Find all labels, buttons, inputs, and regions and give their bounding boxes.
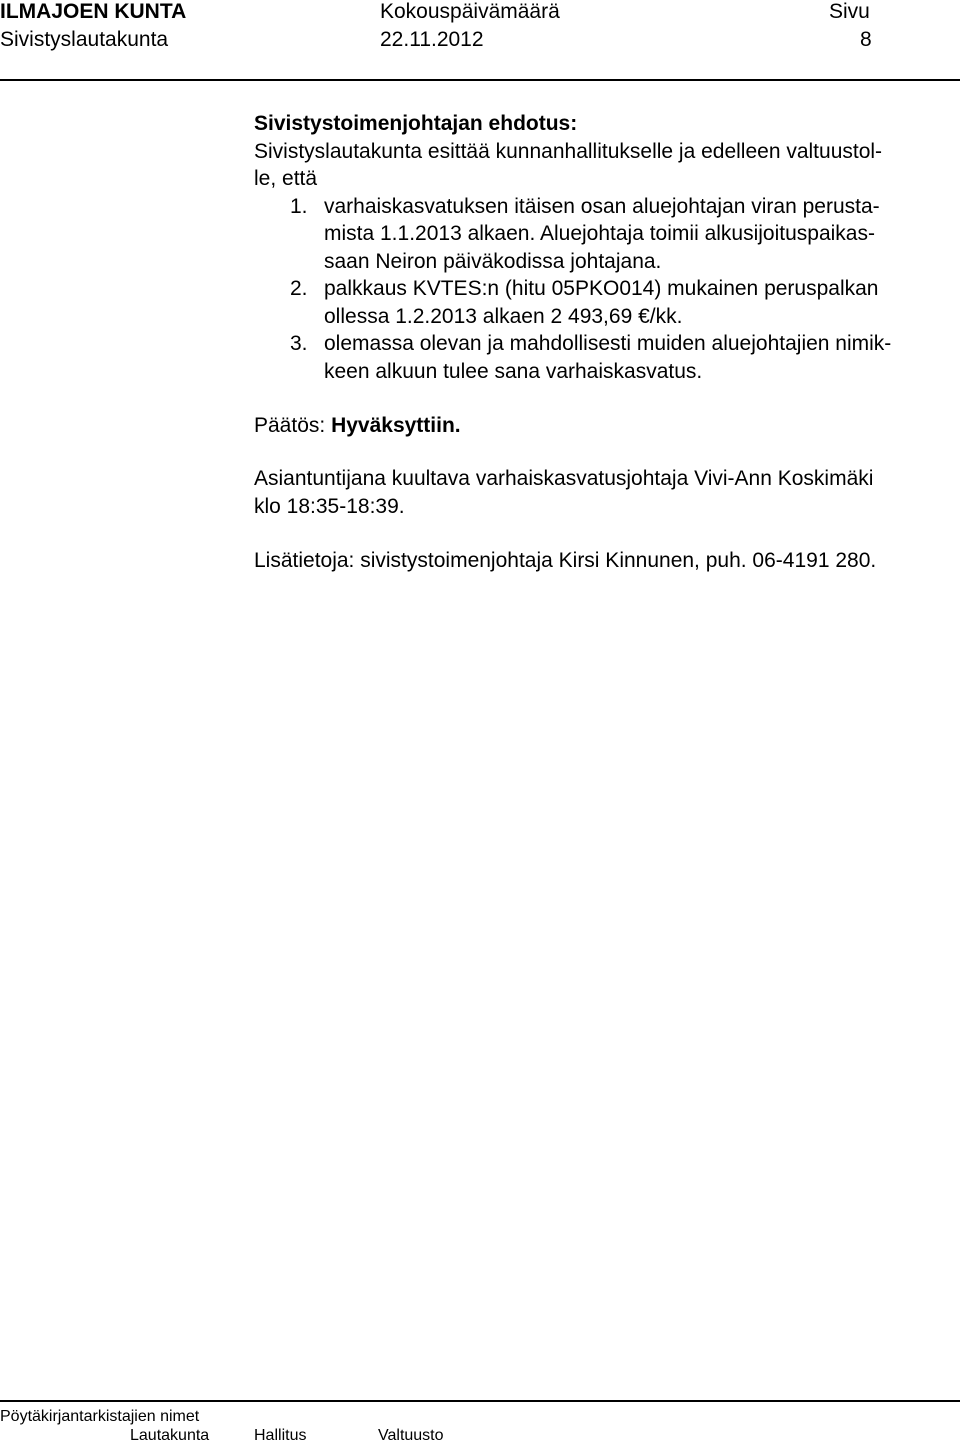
meeting-date-label: Kokouspäivämäärä xyxy=(380,0,560,23)
header-divider xyxy=(0,79,960,81)
meeting-date: 22.11.2012 xyxy=(380,28,484,51)
proposal-intro-line: Sivistyslautakunta esittää kunnanhallitukselle ja edelleen valtuustol- xyxy=(254,140,883,163)
organization-name: ILMAJOEN KUNTA xyxy=(0,0,187,23)
expert-line: klo 18:35-18:39. xyxy=(254,495,405,518)
proposal-intro-line: le, että xyxy=(254,167,318,190)
list-item-number: 3. xyxy=(290,332,308,355)
list-item-line: saan Neiron päiväkodissa johtajana. xyxy=(324,250,662,273)
footer-signer-valtuusto: Valtuusto xyxy=(378,1427,444,1444)
list-item-number: 1. xyxy=(290,195,308,218)
footer-signer-hallitus: Hallitus xyxy=(254,1427,307,1444)
list-item-line: varhaiskasvatuksen itäisen osan aluejohtajan viran perusta- xyxy=(324,195,880,218)
page-number: 8 xyxy=(860,28,872,51)
page-label: Sivu xyxy=(829,0,870,23)
footer-signer-lautakunta: Lautakunta xyxy=(130,1427,210,1444)
expert-line: Asiantuntijana kuultava varhaiskasvatusjohtaja Vivi-Ann Koskimäki xyxy=(254,467,874,490)
list-item-line: ollessa 1.2.2013 alkaen 2 493,69 €/kk. xyxy=(324,305,683,328)
contact-info: Lisätietoja: sivistystoimenjohtaja Kirsi Kinnunen, puh. 06-4191 280. xyxy=(254,549,877,572)
decision xyxy=(254,412,461,440)
proposal-heading: Sivistystoimenjohtajan ehdotus: xyxy=(254,112,578,135)
list-item-line: mista 1.1.2013 alkaen. Aluejohtaja toimii alkusijoituspaikas- xyxy=(324,222,875,245)
list-item-line: keen alkuun tulee sana varhaiskasvatus. xyxy=(324,360,703,383)
decision-label: Päätös: xyxy=(254,414,326,437)
committee-name: Sivistyslautakunta xyxy=(0,28,169,51)
footer-title: Pöytäkirjantarkistajien nimet xyxy=(0,1408,200,1425)
decision-value: Hyväksyttiin. xyxy=(331,414,461,437)
footer-divider xyxy=(0,1400,960,1402)
list-item-line: olemassa olevan ja mahdollisesti muiden aluejohtajien nimik- xyxy=(324,332,892,355)
list-item-line: palkkaus KVTES:n (hitu 05PKO014) mukainen peruspalkan xyxy=(324,277,879,300)
list-item-number: 2. xyxy=(290,277,308,300)
